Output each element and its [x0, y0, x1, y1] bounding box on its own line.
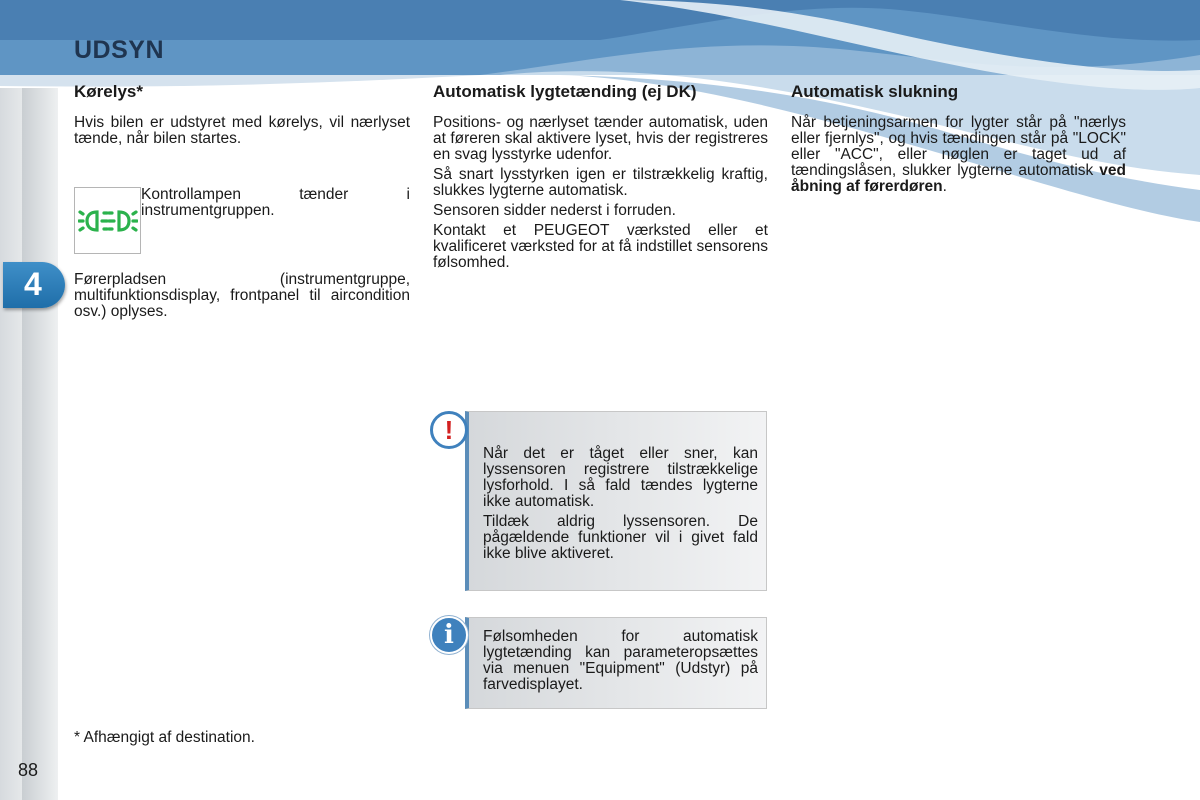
switch-off-text-end: . — [942, 178, 947, 195]
heading-daytime-lights: Kørelys* — [74, 82, 143, 101]
daytime-running-lamp-icon — [74, 187, 141, 254]
lamp-symbol-svg — [78, 201, 138, 241]
info-icon: i — [430, 616, 468, 654]
info-note-box — [465, 617, 767, 709]
column-automatic-switch-off — [791, 83, 1126, 199]
warning-exclamation-icon: ! — [430, 411, 468, 449]
paragraph: Så snart lysstyrken igen er tilstrækkelig kraftig, slukkes lygterne automatisk. — [433, 166, 768, 199]
column-automatic-lighting — [433, 83, 768, 275]
column-daytime-lights — [74, 83, 410, 324]
info-note-text — [483, 629, 758, 697]
heading-automatic-lighting: Automatisk lygtetænding (ej DK) — [433, 82, 697, 101]
paragraph: Sensoren sidder nederst i forruden. — [433, 202, 676, 219]
switch-off-text — [791, 115, 1126, 195]
warning-note-box — [465, 411, 767, 591]
switch-off-text-bold: ved åbning af førerdøren — [791, 162, 1126, 195]
paragraph: Positions- og nærlyset tænder automatisk, uden at føreren skal aktivere lyset, hvis der registreres en svag lysstyrke udenfor. — [433, 114, 768, 163]
chapter-number: 4 — [24, 266, 42, 302]
daytime-lights-intro: Hvis bilen er udstyret med kørelys, vil nærlyset tænde, når bilen startes. — [74, 114, 410, 147]
info-paragraph: Følsomheden for automatisk lygtetænding kan parameteropsættes via menuen "Equipment" (Udstyr) på farvedisplayet. — [483, 628, 758, 693]
warning-paragraph: Når det er tåget eller sner, kan lyssensoren registrere tilstrækkelige lysforhold. I så fald tændes lygterne ikke automatisk. — [483, 445, 758, 510]
heading-automatic-switch-off: Automatisk slukning — [791, 82, 959, 101]
daytime-lights-body: Førerpladsen (instrumentgruppe, multifunktionsdisplay, frontpanel til aircondition osv.) oplyses. — [74, 271, 410, 320]
warning-paragraph: Tildæk aldrig lyssensoren. De pågældende funktioner vil i givet fald ikke blive aktiveret. — [483, 513, 758, 562]
warning-lamp-text: Kontrollampen tænder i instrumentgruppen. — [141, 186, 410, 219]
warning-lamp-row — [74, 187, 410, 254]
section-title: UDSYN — [74, 36, 165, 64]
switch-off-text-start: Når betjeningsarmen for lygter står på "nærlys eller fjernlys", og hvis tændingen står på "LOCK" eller "ACC", eller nøglen er taget ud af tændingslåsen, slukker lygterne automatisk — [791, 114, 1126, 179]
paragraph: Kontakt et PEUGEOT værksted eller et kvalificeret værksted for at få indstillet sensorens følsomhed. — [433, 222, 768, 271]
footnote: * Afhængigt af destination. — [74, 729, 255, 746]
page-number: 88 — [18, 760, 39, 780]
left-margin-shadow — [22, 88, 58, 800]
warning-note-text — [483, 446, 758, 566]
